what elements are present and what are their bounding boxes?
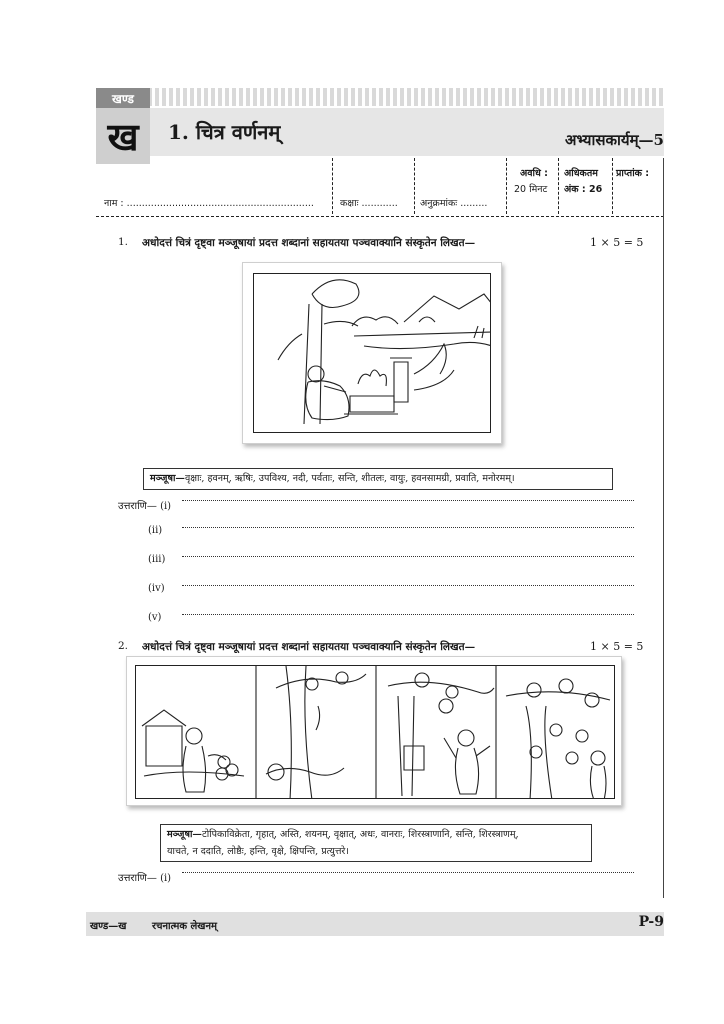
duration-label: अवधि : <box>520 168 548 179</box>
max-marks-value: अंक : 26 <box>564 184 603 195</box>
divider <box>96 216 664 217</box>
footer-section-name: रचनात्मक लेखनम् <box>152 921 218 932</box>
answer-label-iv: (iv) <box>148 583 165 594</box>
max-marks-label: अधिकतम <box>564 168 598 179</box>
answer-label-ii: (ii) <box>148 525 163 536</box>
vocab-words: वृक्षाः, हवनम्, ऋषिः, उपविश्य, नदी, पर्वताः, सन्ति, शीतलः, वायुः, हवनसामग्री, प्रवाति, मनोरमम्। <box>184 473 515 484</box>
question-2-picture <box>126 656 622 806</box>
answers-label: उत्तराणि— (i) <box>118 501 172 512</box>
exercise-label: अभ्यासकार्यम्—5 <box>565 131 664 149</box>
vocab-words-line-2: याचते, न ददाति, लोष्ठैः, हन्ति, वृक्षे, क्षिपन्ति, प्रत्युत्तरे। <box>167 846 349 857</box>
roll-number-field[interactable]: अनुक्रमांकः ......... <box>420 198 488 209</box>
question-2-number: 2. <box>118 640 129 652</box>
section-letter: ख <box>96 108 150 164</box>
duration-value: 20 मिनट <box>514 184 548 195</box>
answer-line-4[interactable] <box>182 585 634 586</box>
footer-section-tab: खण्ड—ख <box>90 921 127 932</box>
answer-line-3[interactable] <box>182 556 634 557</box>
obtained-marks-label: प्राप्तांक : <box>616 168 650 179</box>
answer-label-v: (v) <box>148 612 162 623</box>
right-border <box>663 158 664 898</box>
student-info-row <box>96 158 664 214</box>
question-2-marks: 1 × 5 = 5 <box>590 640 644 653</box>
vocab-label: मञ्जूषा— <box>150 473 185 484</box>
answer-label-iii: (iii) <box>148 554 166 565</box>
page-title: 1. चित्र वर्णनम् <box>168 120 281 144</box>
question-1-text: अधोदत्तं चित्रं दृष्ट्वा मञ्जूषायां प्रदत्त शब्दानां सहायतया पञ्चवाक्यानि संस्कृतेन लिखत— <box>142 237 476 249</box>
question-2-vocab-box <box>160 824 592 862</box>
vocab-label: मञ्जूषा— <box>167 829 202 840</box>
answer-line-1[interactable] <box>182 872 634 873</box>
page-number: P-9 <box>638 914 664 930</box>
sage-havan-drawing <box>254 274 491 433</box>
class-field[interactable]: कक्षाः ............ <box>340 198 398 209</box>
answer-line-1[interactable] <box>182 500 634 501</box>
answers-label: उत्तराणि— (i) <box>118 873 172 884</box>
header-stripe <box>96 88 664 106</box>
question-1-marks: 1 × 5 = 5 <box>590 236 644 249</box>
name-field[interactable]: नाम : .............................................................. <box>104 198 314 209</box>
cap-seller-monkeys-illustration <box>135 665 615 799</box>
question-1-picture <box>242 262 502 444</box>
question-1-vocab-box <box>143 468 613 490</box>
sage-havan-illustration <box>253 273 491 433</box>
answer-line-2[interactable] <box>182 527 634 528</box>
question-2-text: अधोदत्तं चित्रं दृष्ट्वा मञ्जूषायां प्रदत्त शब्दानां सहायतया पञ्चवाक्यानि संस्कृतेन लिखत— <box>142 641 476 653</box>
section-tab: खण्ड <box>96 88 150 108</box>
cap-seller-drawing <box>136 666 615 799</box>
answer-line-5[interactable] <box>182 614 634 615</box>
vocab-words-line-1: टोपिकाविक्रेता, गृहात्, अस्ति, शयनम्, वृक्षात्, अधः, वानराः, शिरस्त्राणानि, सन्ति, शिरस्त्राणम्, <box>201 829 519 840</box>
question-1-number: 1. <box>118 236 129 248</box>
